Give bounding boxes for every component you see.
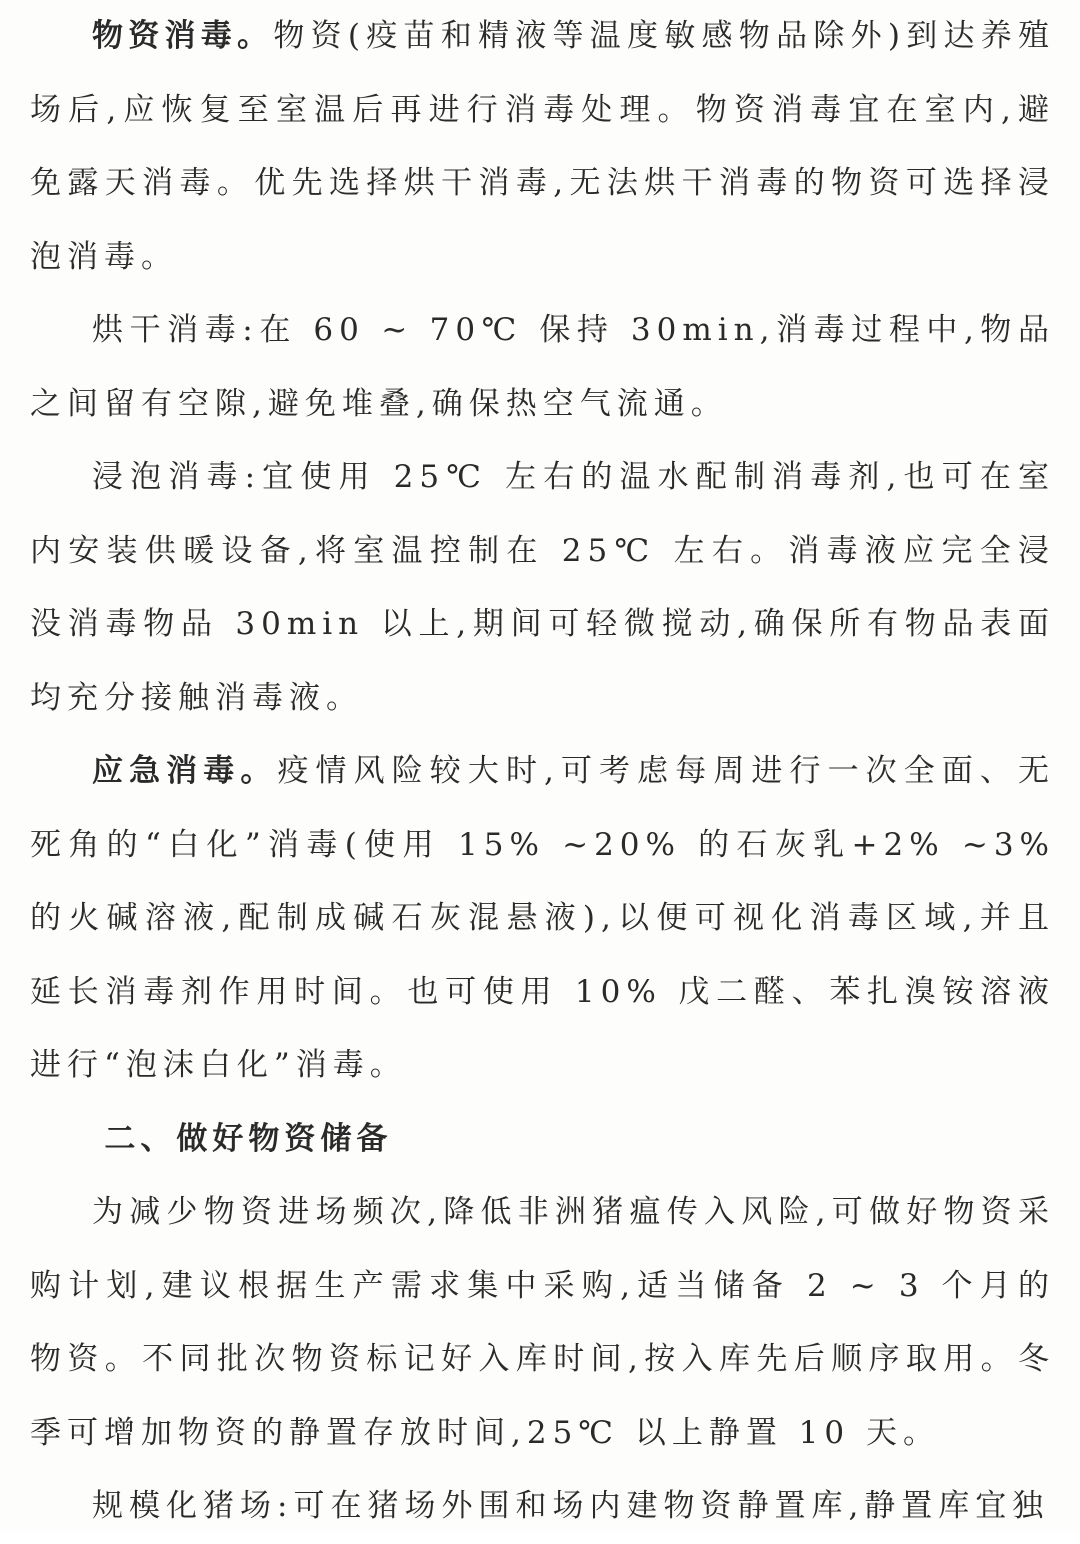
paragraph-material-disinfection <box>30 0 1055 294</box>
paragraph-drying-disinfection <box>30 294 1055 441</box>
lead-material-disinfection: 物资消毒。 <box>92 18 274 54</box>
paragraph-text: 疫情风险较大时,可考虑每周进行一次全面、无死角的“白化”消毒(使用 15% ~20% 的石灰乳+2% ~3% 的火碱溶液,配制成碱石灰混悬液),以便可视化消毒区域,并且延长消毒剂作用时间。也可使用 10% 戊二醛、苯扎溴铵溶液进行“泡沫白化”消毒。 <box>30 753 1056 1083</box>
document-body <box>30 0 1055 1544</box>
section-heading: 二、做好物资储备 <box>104 1120 393 1157</box>
paragraph-emergency-disinfection <box>30 735 1055 1103</box>
paragraph-material-reserve <box>30 1176 1055 1470</box>
paragraph-text: 规模化猪场:可在猪场外围和场内建物资静置库,静置库宜独 <box>92 1488 1050 1524</box>
paragraph-soaking-disinfection <box>30 441 1055 735</box>
lead-emergency-disinfection: 应急消毒。 <box>92 753 278 789</box>
paragraph-text: 浸泡消毒:宜使用 25℃ 左右的温水配制消毒剂,也可在室内安装供暖设备,将室温控制在 25℃ 左右。消毒液应完全浸没消毒物品 30min 以上,期间可轻微搅动,确保所有物品表面均充分接触消毒液。 <box>30 459 1055 716</box>
paragraph-large-scale-farm <box>30 1470 1055 1544</box>
paragraph-text: 烘干消毒:在 60 ~ 70℃ 保持 30min,消毒过程中,物品之间留有空隙,避免堆叠,确保热空气流通。 <box>30 312 1055 422</box>
paragraph-text: 物资(疫苗和精液等温度敏感物品除外)到达养殖场后,应恢复至室温后再进行消毒处理。物资消毒宜在室内,避免露天消毒。优先选择烘干消毒,无法烘干消毒的物资可选择浸泡消毒。 <box>30 18 1056 275</box>
paragraph-text: 为减少物资进场频次,降低非洲猪瘟传入风险,可做好物资采购计划,建议根据生产需求集中采购,适当储备 2 ~ 3 个月的物资。不同批次物资标记好入库时间,按入库先后顺序取用。冬季可增加物资的静置存放时间,25℃ 以上静置 10 天。 <box>30 1194 1055 1451</box>
